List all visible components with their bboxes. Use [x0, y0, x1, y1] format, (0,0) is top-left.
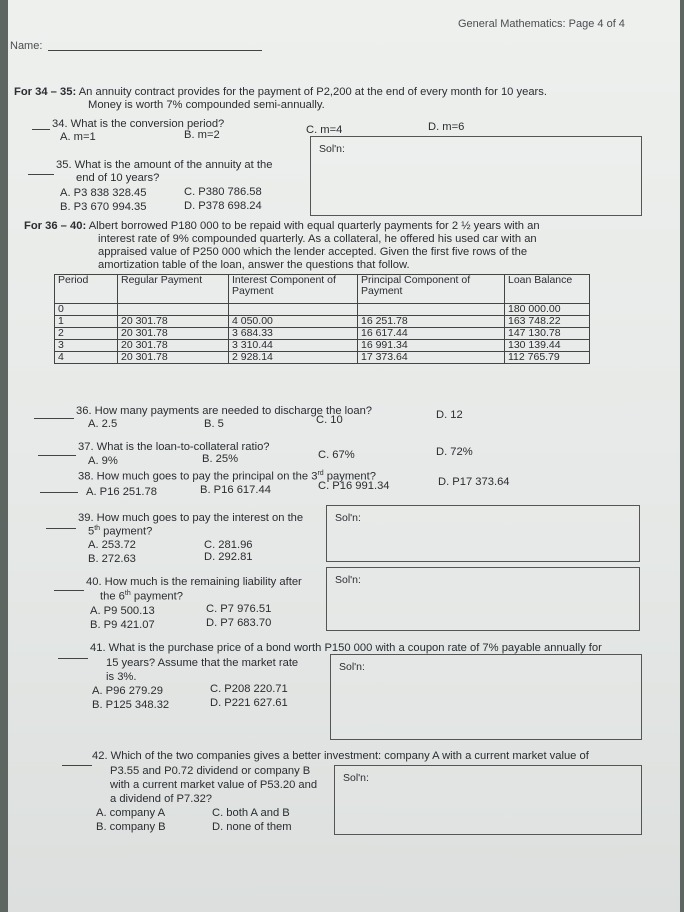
table-header-row	[55, 275, 590, 304]
cell-balance: 180 000.00	[505, 304, 590, 316]
q34-choice-c: C. m=4	[306, 124, 343, 136]
cell-period: 3	[55, 340, 118, 352]
page-label: General Mathematics: Page 4 of 4	[458, 18, 625, 30]
q39-sup: th	[94, 525, 101, 532]
q37-choice-a: A. 9%	[88, 455, 118, 467]
answer-blank-34	[32, 129, 50, 130]
set2-text	[24, 220, 540, 232]
q41-choice-a: A. P96 279.29	[92, 685, 163, 697]
table-row	[55, 316, 590, 328]
q39-stem1: 39. How much goes to pay the interest on the	[78, 512, 304, 524]
set2-line2: interest rate of 9% compounded quarterly. As a collateral, he offered his used car with an	[98, 233, 537, 245]
q36-stem: 36. How many payments are needed to discharge the loan?	[76, 405, 373, 417]
cell-balance: 163 748.22	[505, 316, 590, 328]
cell-interest: 4 050.00	[229, 316, 358, 328]
q40-choice-d: D. P7 683.70	[206, 617, 272, 629]
table-row	[55, 304, 590, 316]
cell-principal: 16 251.78	[358, 316, 505, 328]
q38-choice-c: C. P16 991.34	[318, 480, 390, 492]
q39-stem2	[88, 525, 152, 538]
answer-blank-37	[38, 455, 76, 456]
q41-stem1: 41. What is the purchase price of a bond worth P150 000 with a coupon rate of 7% payable annually for	[90, 642, 602, 654]
answer-blank-38	[40, 492, 78, 493]
cell-balance: 147 130.78	[505, 328, 590, 340]
solution-box-39[interactable]	[326, 505, 640, 562]
q35-choice-c: C. P380 786.58	[184, 186, 262, 198]
set1-text	[14, 86, 547, 98]
q37-choice-d: D. 72%	[436, 446, 473, 458]
set2-line1: Albert borrowed P180 000 to be repaid with equal quarterly payments for 2 ½ years with an	[88, 220, 540, 232]
q36-choice-b: B. 5	[204, 418, 224, 430]
q35-stem2: end of 10 years?	[76, 172, 160, 184]
cell-principal: 16 991.34	[358, 340, 505, 352]
worksheet-page	[8, 0, 680, 912]
q36-choice-c: C. 10	[316, 414, 343, 426]
cell-period: 4	[55, 352, 118, 364]
answer-blank-36	[34, 418, 74, 419]
table-row	[55, 328, 590, 340]
q41-choice-d: D. P221 627.61	[210, 697, 288, 709]
amortization-table	[54, 274, 590, 364]
q41-stem3: is 3%.	[106, 671, 137, 683]
q35-choice-b: B. P3 670 994.35	[60, 201, 147, 213]
q36-choice-a: A. 2.5	[88, 418, 118, 430]
answer-blank-35	[28, 174, 54, 175]
q42-stem3: with a current market value of P53.20 and	[110, 779, 318, 791]
q39-stem2-pre: 5	[88, 525, 95, 538]
q34-choice-a: A. m=1	[60, 131, 96, 143]
set1-line1: An annuity contract provides for the payment of P2,200 at the end of every month for 10 years.	[78, 86, 547, 98]
cell-principal: 16 617.44	[358, 328, 505, 340]
col-header-period: Period	[55, 275, 118, 304]
cell-interest	[229, 304, 358, 316]
q42-stem1: 42. Which of the two companies gives a better investment: company A with a current market value of	[92, 750, 589, 762]
solution-box-35[interactable]	[310, 136, 642, 216]
q42-stem4: a dividend of P7.32?	[110, 793, 213, 805]
col-header-regular-payment: Regular Payment	[118, 275, 229, 304]
q34-choice-b: B. m=2	[184, 129, 220, 141]
q41-choice-b: B. P125 348.32	[92, 699, 170, 711]
q34-stem: 34. What is the conversion period?	[52, 118, 225, 130]
q36-choice-d: D. 12	[436, 409, 463, 421]
solution-box-40[interactable]	[326, 567, 640, 631]
q37-choice-c: C. 67%	[318, 449, 355, 461]
q40-stem1: 40. How much is the remaining liability after	[86, 576, 302, 588]
q39-choice-d: D. 292.81	[204, 551, 253, 563]
cell-period: 0	[55, 304, 118, 316]
set1-line2: Money is worth 7% compounded semi-annually.	[88, 99, 325, 111]
cell-regular	[118, 304, 229, 316]
q38-choice-d: D. P17 373.64	[438, 476, 510, 488]
set2-line3: appraised value of P250 000 which the lender accepted. Given the first five rows of the	[98, 246, 528, 258]
answer-blank-39	[46, 528, 76, 529]
solution-box-41[interactable]	[330, 654, 642, 740]
cell-period: 1	[55, 316, 118, 328]
q41-soln-label: Sol'n:	[339, 661, 365, 673]
q38-choice-a: A. P16 251.78	[86, 486, 157, 498]
cell-principal: 17 373.64	[358, 352, 505, 364]
q40-choice-a: A. P9 500.13	[90, 605, 155, 617]
set2-line4: amortization table of the loan, answer the questions that follow.	[98, 259, 410, 271]
q42-stem2: P3.55 and P0.72 dividend or company B	[110, 765, 311, 777]
q39-soln-label: Sol'n:	[335, 512, 361, 524]
q38-sup: rd	[317, 470, 324, 477]
q41-stem2: 15 years? Assume that the market rate	[106, 657, 299, 669]
col-header-interest: Interest Component of Payment	[229, 275, 358, 304]
q40-sup: th	[124, 590, 131, 597]
q40-stem2-pre: the 6	[100, 590, 125, 603]
cell-regular: 20 301.78	[118, 316, 229, 328]
q38-stem-post: payment?	[323, 470, 376, 483]
q37-stem: 37. What is the loan-to-collateral ratio?	[78, 441, 270, 453]
q40-stem2-post: payment?	[130, 590, 183, 603]
table-row	[55, 352, 590, 364]
cell-principal	[358, 304, 505, 316]
q40-soln-label: Sol'n:	[335, 574, 361, 586]
cell-interest: 3 310.44	[229, 340, 358, 352]
q41-choice-c: C. P208 220.71	[210, 683, 288, 695]
table-row	[55, 340, 590, 352]
set2-label: For 36 – 40:	[24, 220, 87, 232]
cell-balance: 112 765.79	[505, 352, 590, 364]
q35-choice-d: D. P378 698.24	[184, 200, 262, 212]
q40-choice-b: B. P9 421.07	[90, 619, 155, 631]
cell-regular: 20 301.78	[118, 340, 229, 352]
q39-stem2-post: payment?	[100, 525, 153, 538]
q34-choice-d: D. m=6	[428, 121, 465, 133]
q37-choice-b: B. 25%	[202, 453, 239, 465]
q42-choice-c: C. both A and B	[212, 807, 290, 819]
solution-box-42[interactable]	[334, 765, 642, 835]
q38-stem-pre: 38. How much goes to pay the principal on the 3	[78, 470, 318, 483]
q39-choice-b: B. 272.63	[88, 553, 136, 565]
col-header-principal: Principal Component of Payment	[358, 275, 505, 304]
name-line	[48, 50, 262, 51]
q40-stem2	[100, 590, 183, 603]
cell-interest: 2 928.14	[229, 352, 358, 364]
q42-soln-label: Sol'n:	[343, 772, 369, 784]
q38-choice-b: B. P16 617.44	[200, 484, 271, 496]
cell-balance: 130 139.44	[505, 340, 590, 352]
answer-blank-40	[54, 590, 84, 591]
answer-blank-42	[62, 765, 92, 766]
q42-choice-a: A. company A	[96, 807, 166, 819]
q35-stem1: 35. What is the amount of the annuity at the	[56, 159, 273, 171]
cell-regular: 20 301.78	[118, 328, 229, 340]
q40-choice-c: C. P7 976.51	[206, 603, 272, 615]
q39-choice-c: C. 281.96	[204, 539, 253, 551]
set1-label: For 34 – 35:	[14, 86, 77, 98]
cell-period: 2	[55, 328, 118, 340]
answer-blank-41	[58, 658, 88, 659]
q35-choice-a: A. P3 838 328.45	[60, 187, 147, 199]
q35-soln-label: Sol'n:	[319, 143, 345, 155]
q42-choice-b: B. company B	[96, 821, 166, 833]
q42-choice-d: D. none of them	[212, 821, 292, 833]
cell-interest: 3 684.33	[229, 328, 358, 340]
name-label: Name:	[10, 40, 43, 52]
q39-choice-a: A. 253.72	[88, 539, 136, 551]
cell-regular: 20 301.78	[118, 352, 229, 364]
col-header-loan-balance: Loan Balance	[505, 275, 590, 304]
